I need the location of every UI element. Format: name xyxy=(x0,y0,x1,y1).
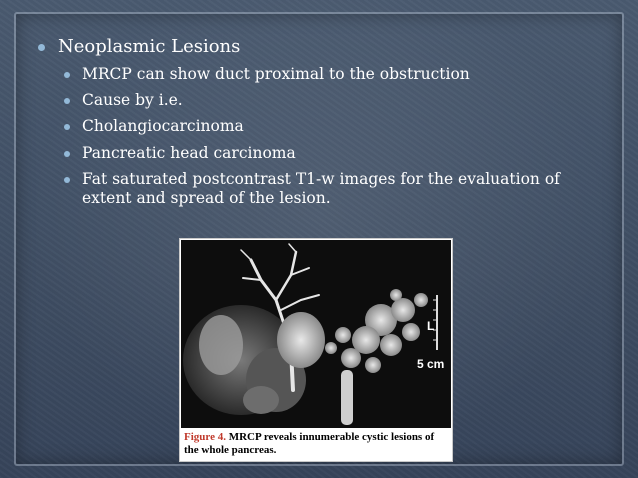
bullet-icon xyxy=(64,98,70,104)
bullet-icon xyxy=(64,151,70,157)
list-item-text: Cholangiocarcinoma xyxy=(82,117,244,136)
bullet-icon xyxy=(64,124,70,130)
heading-bullet xyxy=(38,36,598,59)
bullet-icon xyxy=(38,44,45,51)
list-item-text: MRCP can show duct proximal to the obstruction xyxy=(82,64,470,83)
scale-label: 5 cm xyxy=(417,357,445,371)
figure-caption xyxy=(184,431,448,457)
bullet-icon xyxy=(64,177,70,183)
mrcp-scan-graphic xyxy=(181,240,451,428)
pancreatic-cysts xyxy=(325,289,428,373)
list-item-text: Fat saturated postcontrast T1-w images for the evaluation of extent and spread of the lesion. xyxy=(82,170,560,208)
list-item-text: Cause by i.e. xyxy=(82,90,183,109)
list-item xyxy=(38,117,598,136)
list-item xyxy=(38,91,598,110)
list-item-text: Pancreatic head carcinoma xyxy=(82,143,296,162)
marker-label: L xyxy=(427,319,435,333)
figure-caption-text: MRCP reveals innumerable cystic lesions of the whole pancreas. xyxy=(184,431,435,457)
list-item xyxy=(38,65,598,84)
common-duct xyxy=(341,370,353,425)
slide-heading: Neoplasmic Lesions xyxy=(58,36,241,57)
list-item xyxy=(38,144,598,163)
gallbladder xyxy=(277,312,325,368)
figure-label: Figure 4. xyxy=(184,431,226,443)
mrcp-figure xyxy=(179,238,453,462)
bullet-icon xyxy=(64,72,70,78)
list-item xyxy=(38,170,598,209)
mrcp-image xyxy=(181,240,451,428)
slide-content xyxy=(38,36,598,216)
